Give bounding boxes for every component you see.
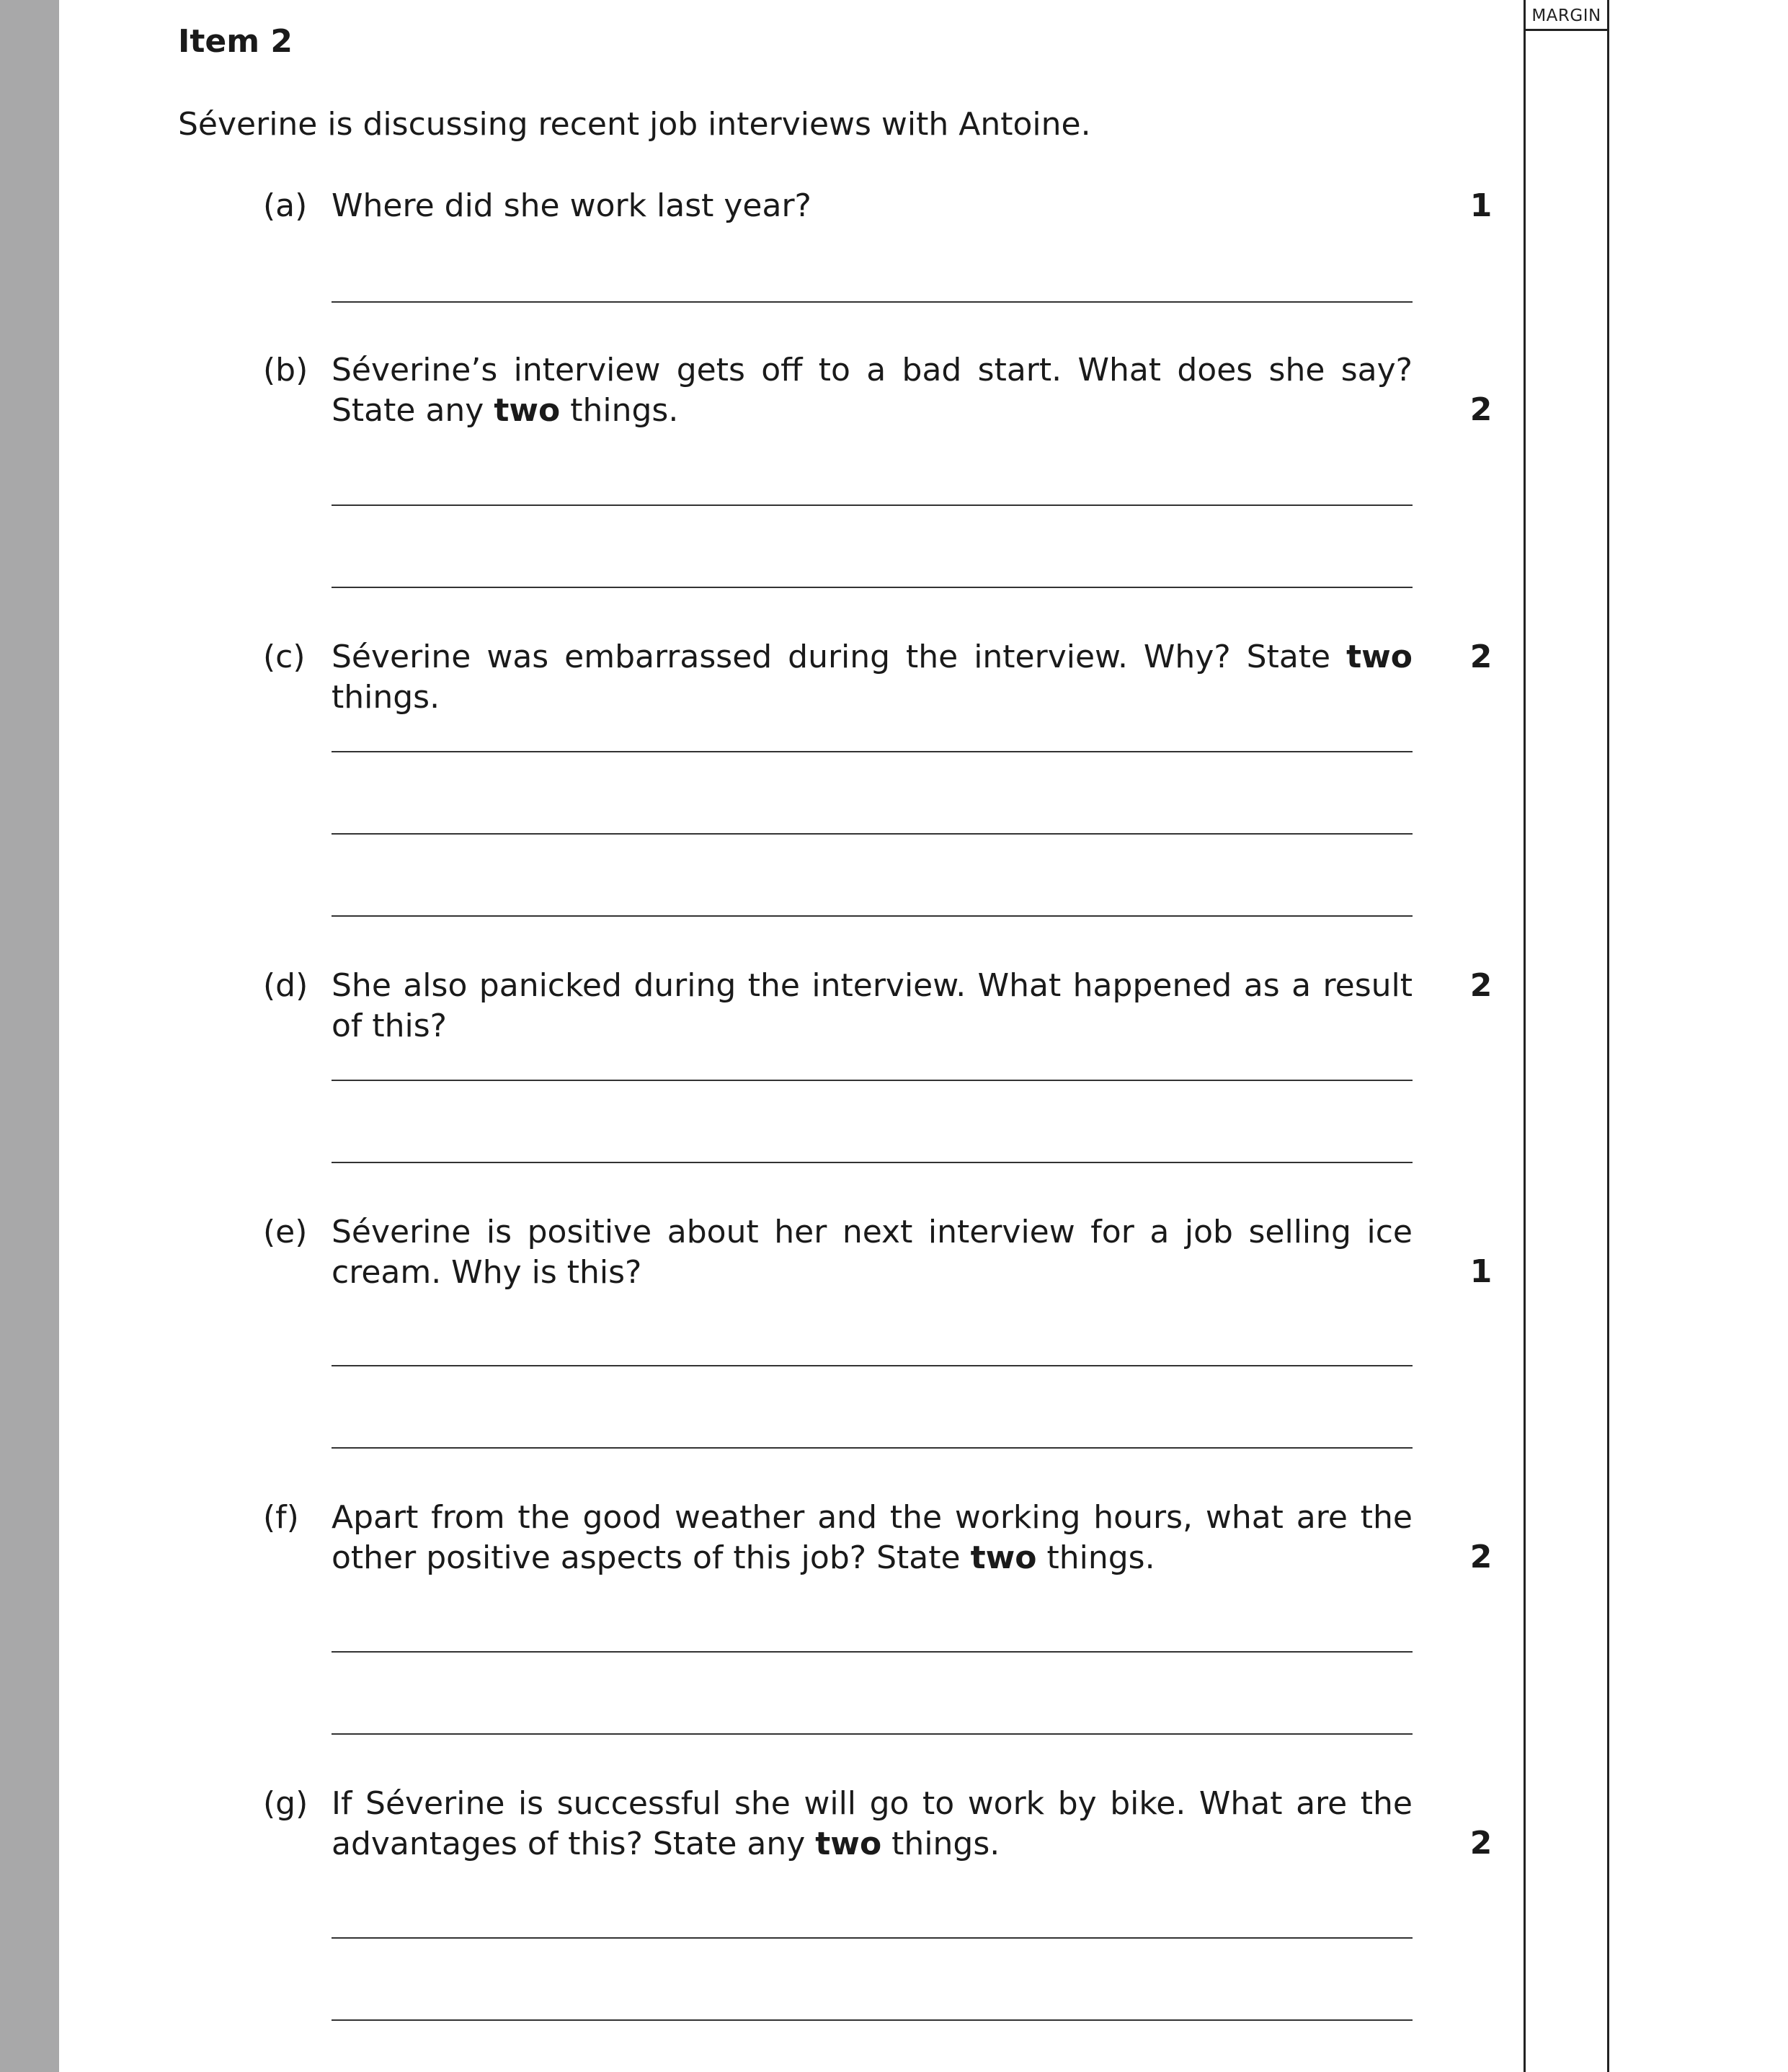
- page-edge-band: [0, 0, 59, 2072]
- answer-line-f-1[interactable]: [332, 1651, 1413, 1653]
- answer-line-d-2[interactable]: [332, 1162, 1413, 1163]
- question-b-label: (b): [263, 352, 308, 388]
- answer-line-g-1[interactable]: [332, 1937, 1413, 1939]
- answer-line-f-2[interactable]: [332, 1733, 1413, 1735]
- question-g-label: (g): [263, 1785, 308, 1822]
- answer-line-d-1[interactable]: [332, 1080, 1413, 1081]
- question-d-text: She also panicked during the interview. What happened as a result of this?: [332, 967, 1413, 1044]
- answer-line-c-2[interactable]: [332, 833, 1413, 835]
- margin-label: MARGIN: [1526, 0, 1607, 31]
- margin-column: [1524, 0, 1609, 2072]
- question-a-label: (a): [263, 187, 308, 224]
- question-b-marks: 2: [1469, 391, 1493, 428]
- answer-line-e-1[interactable]: [332, 1365, 1413, 1366]
- question-a-text: Where did she work last year?: [332, 187, 811, 224]
- question-b-text: Séverine’s interview gets off to a bad start. What does she say? State any two things.: [332, 352, 1413, 429]
- answer-line-g-2[interactable]: [332, 2019, 1413, 2021]
- question-g-marks: 2: [1469, 1825, 1493, 1862]
- question-d-label: (d): [263, 967, 308, 1004]
- question-c-label: (c): [263, 639, 306, 675]
- question-a-marks: 1: [1469, 187, 1493, 224]
- answer-line-b-1[interactable]: [332, 504, 1413, 506]
- answer-line-a-1[interactable]: [332, 301, 1413, 303]
- question-f-text: Apart from the good weather and the working hours, what are the other positive aspects of this job? State two things.: [332, 1499, 1413, 1576]
- question-d-marks: 2: [1469, 967, 1493, 1004]
- question-e-marks: 1: [1469, 1253, 1493, 1290]
- question-c-text: Séverine was embarrassed during the interview. Why? State two things.: [332, 639, 1413, 716]
- question-e-label: (e): [263, 1214, 308, 1250]
- question-e-text: Séverine is positive about her next interview for a job selling ice cream. Why is this?: [332, 1214, 1413, 1291]
- answer-line-b-2[interactable]: [332, 587, 1413, 588]
- answer-line-c-1[interactable]: [332, 751, 1413, 752]
- answer-line-c-3[interactable]: [332, 915, 1413, 917]
- question-f-label: (f): [263, 1499, 299, 1536]
- question-g-text: If Séverine is successful she will go to work by bike. What are the advantages of this? State any two things.: [332, 1785, 1413, 1862]
- question-f-marks: 2: [1469, 1539, 1493, 1575]
- item-title: Item 2: [178, 23, 293, 60]
- question-c-marks: 2: [1469, 639, 1493, 675]
- answer-line-e-2[interactable]: [332, 1447, 1413, 1449]
- intro-text: Séverine is discussing recent job interviews with Antoine.: [178, 106, 1091, 143]
